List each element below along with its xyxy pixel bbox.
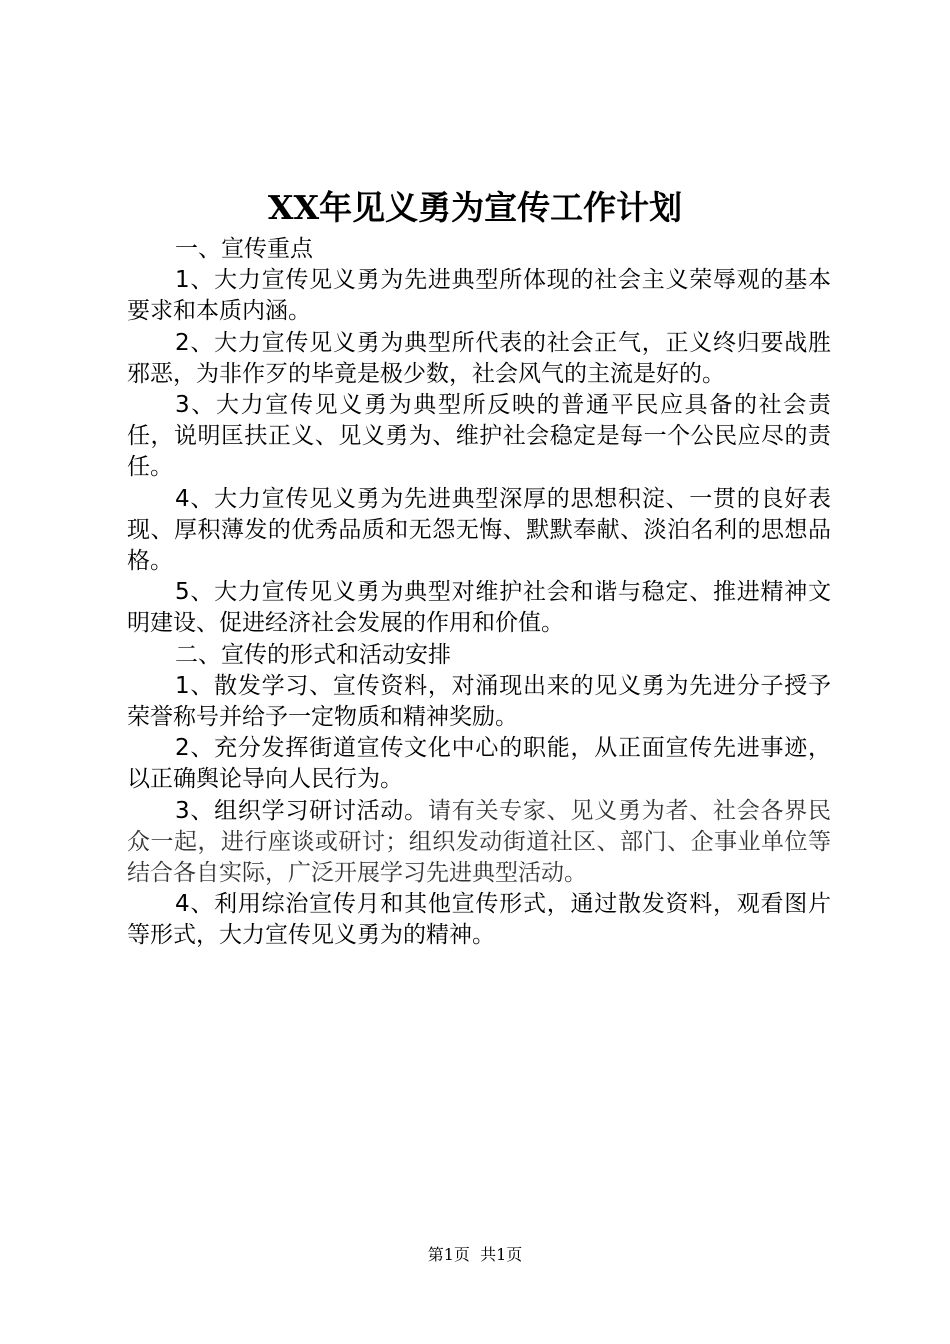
section-heading-publicity-focus: 一、宣传重点 [175,236,313,262]
document-title: XX年见义勇为宣传工作计划 [267,188,683,227]
paragraph-activity-2: 2、充分发挥街道宣传文化中心的职能，从正面宣传先进事迹，以正确舆论导向人民行为。 [127,735,831,793]
paragraph-focus-2: 2、大力宣传见义勇为典型所代表的社会正气，正义终归要战胜邪恶，为非作歹的毕竟是极少数，社会风气的主流是好的。 [127,329,831,387]
paragraph-focus-4: 4、大力宣传见义勇为先进典型深厚的思想积淀、一贯的良好表现、厚积薄发的优秀品质和无怨无悔、默默奉献、淡泊名利的思想品格。 [127,485,831,575]
section-heading-forms-activities: 二、宣传的形式和活动安排 [175,641,451,668]
page-footer [0,1245,950,1265]
paragraph-focus-5: 5、大力宣传见义勇为典型对维护社会和谐与稳定、推进精神文明建设、促进经济社会发展的作用和价值。 [127,579,831,637]
page-number: 第1页 [427,1245,470,1264]
page-total: 共1页 [480,1245,523,1264]
paragraph-activity-3-lead: 3、组织学习研讨活动。 [175,797,428,824]
paragraph-activity-3 [127,796,831,890]
paragraph-activity-4: 4、利用综治宣传月和其他宣传形式，通过散发资料，观看图片等形式，大力宣传见义勇为的精神。 [127,891,831,949]
document-body [127,234,831,952]
paragraph-focus-3: 3、大力宣传见义勇为典型所反映的普通平民应具备的社会责任，说明匡扶正义、见义勇为、维护社会稳定是每一个公民应尽的责任。 [127,392,831,481]
paragraph-activity-3-detail: 请有关专家、见义勇为者、社会各界民众一起，进行座谈或研讨；组织发动街道社区、部门、企事业单位等结合各自实际，广泛开展学习先进典型活动。 [127,797,832,887]
paragraph-focus-1: 1、大力宣传见义勇为先进典型所体现的社会主义荣辱观的基本要求和本质内涵。 [127,267,831,325]
paragraph-activity-1: 1、散发学习、宣传资料，对涌现出来的见义勇为先进分子授予荣誉称号并给予一定物质和精神奖励。 [127,672,831,731]
